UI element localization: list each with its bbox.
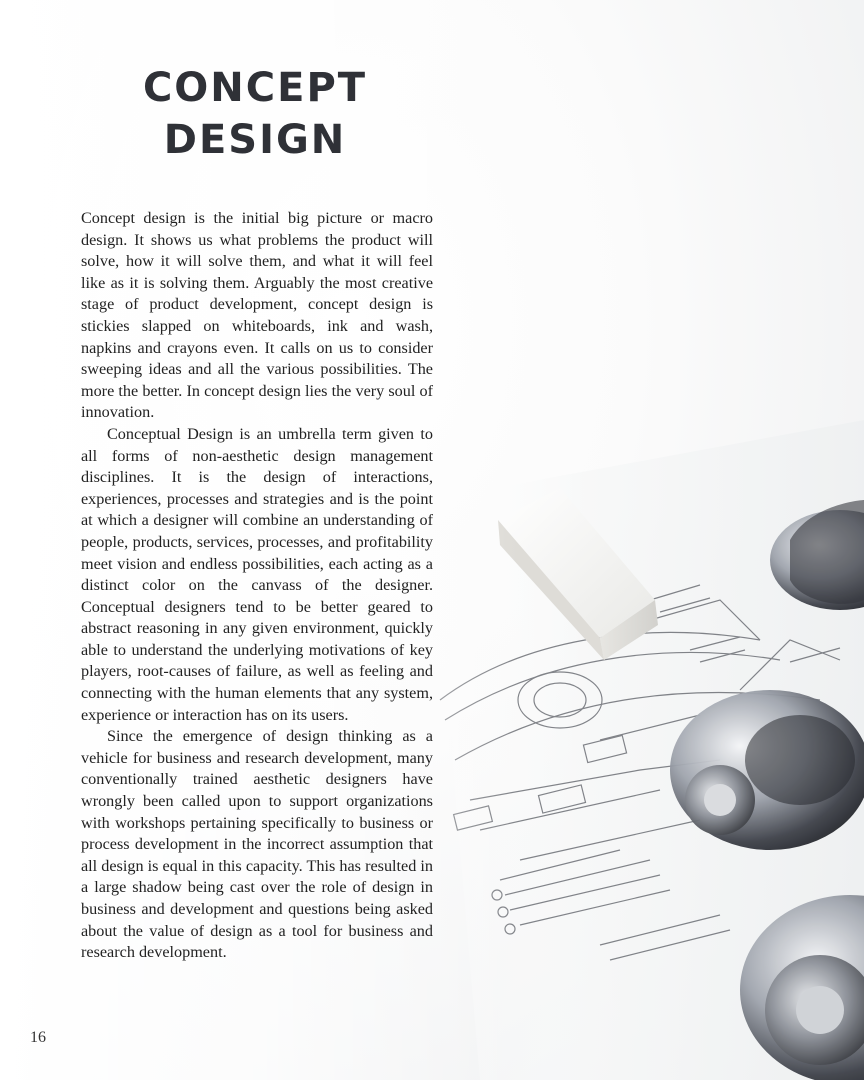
page-title	[100, 62, 410, 166]
page-number: 16	[30, 1029, 46, 1046]
article-body	[81, 208, 433, 964]
paragraph-1: Concept design is the initial big picture or macro design. It shows us what problems the product will solve, how it will solve them, and what it will feel like as it is solving them. Arguably the most creative stage of product development, concept design is stickies slapped on whiteboards, ink and wash, napkins and crayons even. It calls on us to consider sweeping ideas and all the various possibilities. The more the better. In concept design lies the very soul of innovation.	[81, 209, 433, 422]
paragraph-2: Conceptual Design is an umbrella term given to all forms of non-aesthetic design management disciplines. It is the design of interactions, experiences, processes and strategies and is the point at which a designer will combine an understanding of people, products, services, processes, and profitability meet vision and endless possibilities, each acting as a distinct color on the canvass of the designer. Conceptual designers tend to be better geared to abstract reasoning in any given environment, quickly able to understand the underlying motivations of key players, root-causes of failure, as well as feeling and connecting with the human elements that any system, experience or interaction has on its users.	[81, 424, 433, 724]
title-line-1: CONCEPT	[142, 65, 368, 111]
title-line-2: DESIGN	[163, 117, 347, 163]
paragraph-3: Since the emergence of design thinking as a vehicle for business and research development, many conventionally trained aesthetic designers have wrongly been called upon to support organizations with workshops pertaining specifically to business or process development in the incorrect assumption that all design is equal in this capacity. This has resulted in a large shadow being cast over the role of design in business and development and questions being asked about the value of design as a tool for business and research development.	[81, 727, 433, 962]
